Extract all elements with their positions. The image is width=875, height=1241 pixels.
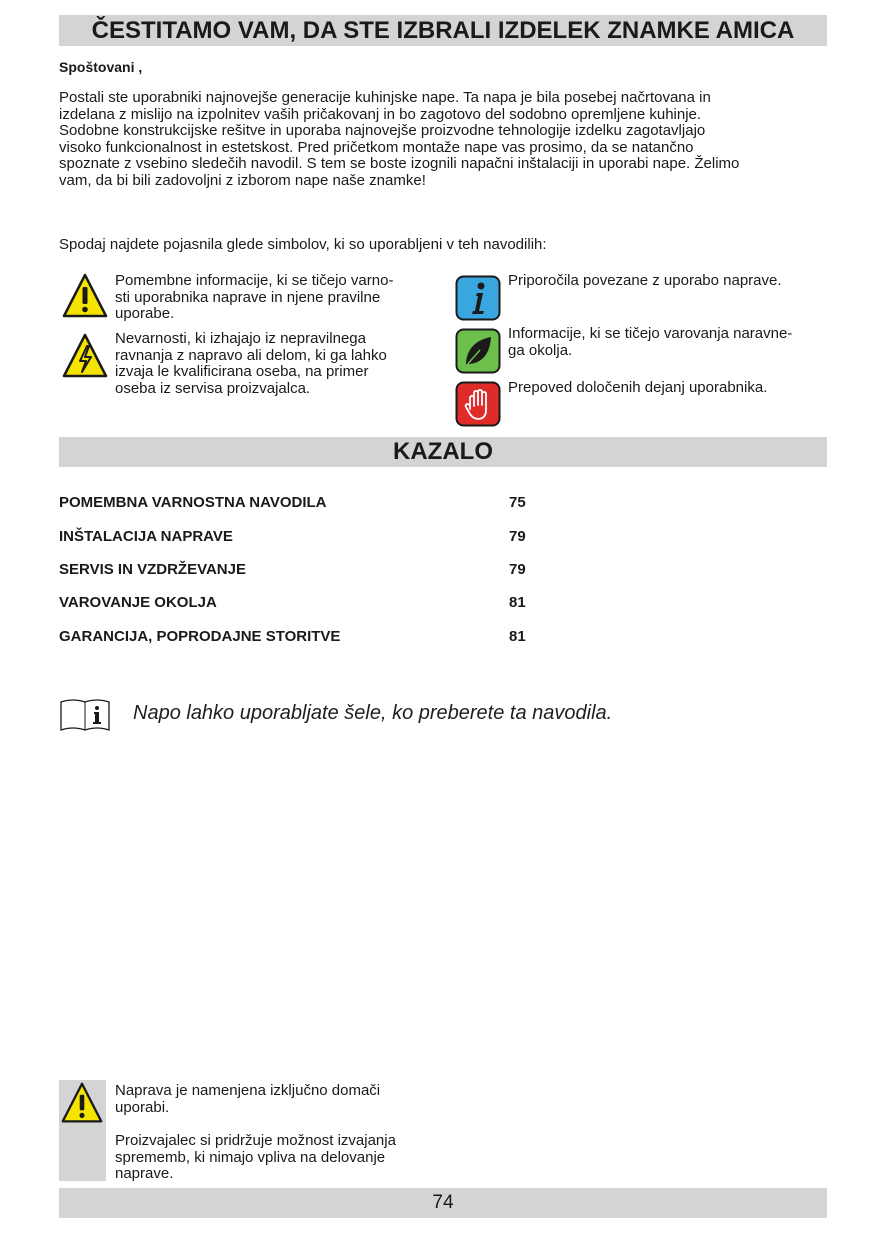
info-icon [455, 275, 501, 321]
read-instructions-note: Napo lahko uporabljate šele, ko preberete ta navodila. [133, 702, 613, 724]
page-title: ČESTITAMO VAM, DA STE IZBRALI IZDELEK ZNAMKE AMICA [59, 15, 827, 46]
manual-book-icon [59, 697, 111, 733]
warning-symbol-text: Pomembne informacije, ki se tičejo varno- sti uporabnika naprave in njene pravilne uporabe. [115, 272, 394, 323]
eco-symbol-text: Informacije, ki se tičejo varovanja naravne- ga okolja. [508, 325, 793, 359]
intro-line: izdelana z mislijo na izpolnitev vaših pričakovanj in bo zagotovo del sodobno opremljene kuhinje. [59, 105, 702, 123]
toc-item-page: 81 [509, 594, 526, 611]
symbols-intro: Spodaj najdete pojasnila glede simbolov, ki so uporabljeni v teh navodilih: [59, 236, 547, 253]
intro-line: Postali ste uporabniki najnovejše generacije kuhinjske nape. Ta napa je bila posebej načrtovana in [59, 89, 711, 106]
intro-paragraph [59, 90, 829, 190]
intro-line: spoznate z vsebino sledečih navodil. S tem se boste izognili napačni inštalaciji in uporabi nape. Želimo [59, 155, 740, 173]
toc-item-title: INŠTALACIJA NAPRAVE [59, 528, 233, 545]
info-symbol-text: Priporočila povezane z uporabo naprave. [508, 272, 782, 289]
toc-item-title: GARANCIJA, POPRODAJNE STORITVE [59, 628, 341, 645]
prohibit-symbol-text: Prepoved določenih dejanj uporabnika. [508, 379, 768, 396]
toc-item-page: 79 [509, 561, 526, 578]
toc-item-page: 75 [509, 494, 526, 511]
electric-symbol-text: Nevarnosti, ki izhajajo iz nepravilnega ravnanja z napravo ali delom, ki ga lahko izvaja le kvalificirana oseba, na primer oseba iz servisa proizvajalca. [115, 330, 387, 397]
intro-line: Sodobne konstrukcijske rešitve in uporaba najnovejše proizvodne tehnologije izdelku zagotavljajo [59, 122, 706, 140]
leaf-icon [455, 328, 501, 374]
intro-line: vam, da bi bili zadovoljni z izborom nape naše znamke! [59, 171, 426, 189]
electric-hazard-icon [61, 332, 109, 380]
toc-item-title: SERVIS IN VZDRŽEVANJE [59, 561, 246, 578]
intro-line: visoko funkcionalnost in estetskost. Pred pričetkom montaže nape vas prosimo, da se natančno [59, 138, 694, 156]
notice-paragraph: Naprava je namenjena izključno domači uporabi. [115, 1082, 381, 1116]
warning-triangle-icon [61, 272, 109, 320]
page-number: 74 [59, 1188, 827, 1218]
notice-paragraph: Proizvajalec si pridržuje možnost izvajanja sprememb, ki nimajo vpliva na delovanje naprave. [115, 1132, 396, 1183]
toc-item-page: 81 [509, 628, 526, 645]
kazalo-heading: KAZALO [59, 437, 827, 467]
toc-item-page: 79 [509, 528, 526, 545]
toc-item-title: POMEMBNA VARNOSTNA NAVODILA [59, 494, 327, 511]
stop-hand-icon [455, 381, 501, 427]
toc-item-title: VAROVANJE OKOLJA [59, 594, 217, 611]
warning-triangle-icon [60, 1081, 104, 1125]
greeting: Spoštovani , [59, 59, 143, 75]
